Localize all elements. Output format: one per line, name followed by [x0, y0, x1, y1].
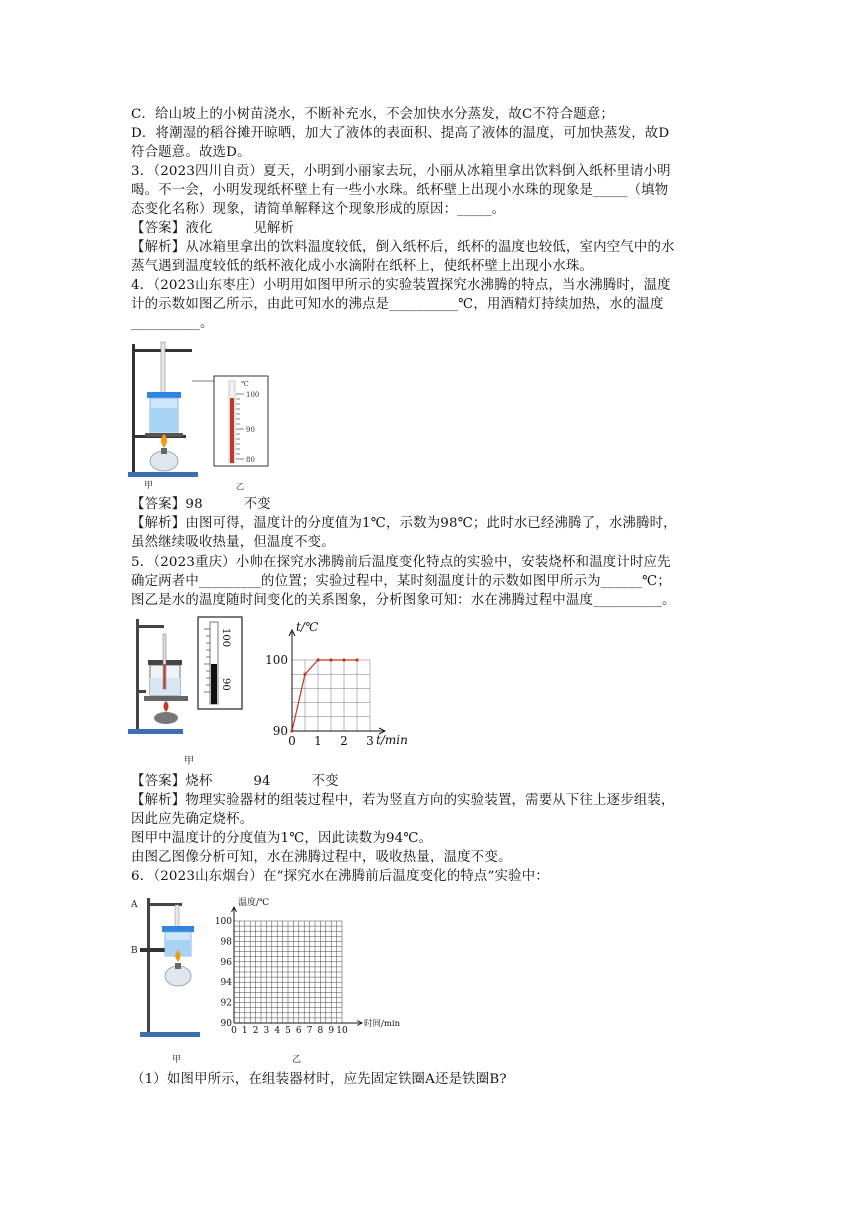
text-line: 态变化名称）现象，请简单解释这个现象形成的原因：_____。: [131, 202, 506, 217]
data-point: [303, 673, 306, 676]
y-tick-label: 90: [220, 1019, 232, 1029]
text-line: 符合题意。故选D。: [131, 145, 251, 160]
x-tick-label: 2: [340, 734, 348, 748]
y-tick-label: 96: [220, 957, 232, 968]
text-line: 确定两者中_________的位置；实验过程中，某时刻温度计的示数如图甲所示为______℃；: [131, 574, 671, 589]
q6-label-b: B: [131, 946, 138, 956]
y-tick-label: 94: [220, 978, 232, 989]
text-line: （1）如图甲所示，在组装器材时，应先固定铁圈A还是铁圈B?: [131, 1072, 507, 1087]
q4-caption-jia: 甲: [144, 481, 154, 491]
q4-tick-label: 90: [246, 426, 255, 434]
analysis-line: 【解析】物理实验器材的组装过程中，若为竖直方向的实验装置，需要从下往上逐步组装，: [131, 793, 675, 808]
x-tick-label: 7: [306, 1026, 313, 1036]
question-5-line: 5．（2023重庆）小帅在探究水沸腾前后温度变化特点的实验中，安装烧杯和温度计时应先: [131, 555, 671, 570]
data-point: [290, 729, 293, 732]
x-axis-label: t/min: [376, 733, 408, 747]
y-tick-label: 92: [220, 998, 232, 1009]
y-tick-label: 98: [220, 937, 232, 948]
x-tick-label: 0: [288, 734, 296, 748]
analysis-line: 【解析】由图可得，温度计的分度值为1℃，示数为98℃；此时水已经沸腾了，水沸腾时，: [131, 516, 677, 531]
x-tick-label: 8: [317, 1026, 324, 1036]
q4-unit-label: ℃: [241, 380, 249, 388]
q4-apparatus-figure: [128, 336, 288, 491]
x-tick-label: 0: [231, 1026, 237, 1036]
q6-temperature-grid-chart: [212, 895, 401, 1036]
q5-thermo-tick: 100: [220, 628, 231, 648]
text-line: 图乙是水的温度随时间变化的关系图象，分析图象可知：水在沸腾过程中温度__________。: [131, 593, 676, 608]
x-tick-label: 9: [328, 1026, 335, 1036]
text-line: 喝。不一会，小明发现纸杯壁上有一些小水珠。纸杯壁上出现小水珠的现象是_____（填物: [131, 183, 669, 198]
x-axis-label: 时间/min: [364, 1019, 401, 1029]
q6-caption-jia: 甲: [172, 1055, 182, 1065]
data-point: [355, 658, 358, 661]
y-tick-label: 100: [265, 653, 288, 667]
x-tick-label: 3: [366, 734, 374, 748]
text-line: C．给山坡上的小树苗浇水，不断补充水，不会加快水分蒸发，故C不符合题意；: [131, 107, 614, 122]
x-tick-label: 4: [274, 1026, 281, 1036]
x-tick-label: 6: [295, 1026, 302, 1036]
question-3-line: 3．（2023四川自贡）夏天，小明到小丽家去玩，小丽从冰箱里拿出饮料倒入纸杯里请小明: [131, 164, 671, 179]
q5-thermo-tick: 90: [220, 678, 231, 691]
y-axis-label: 温度/℃: [238, 898, 270, 908]
text-line: 虽然继续吸收热量，但温度不变。: [131, 535, 335, 550]
text-line: 蒸气遇到温度较低的纸杯液化成小水滴附在纸杯上，使纸杯壁上出现小水珠。: [131, 259, 594, 274]
text-line: 图甲中温度计的分度值为1℃，因此读数为94℃。: [131, 831, 433, 846]
answer-line: 【答案】烧杯 94 不变: [131, 774, 339, 789]
x-tick-label: 10: [336, 1026, 348, 1036]
q5-caption-jia: 甲: [184, 756, 194, 767]
q4-tick-label: 80: [246, 456, 255, 464]
y-tick-label: 100: [214, 917, 232, 927]
x-tick-label: 1: [314, 734, 322, 748]
x-tick-label: 5: [285, 1026, 291, 1036]
answer-line: 【答案】液化 见解析: [131, 221, 295, 236]
q4-caption-yi: 乙: [236, 482, 244, 491]
x-tick-label: 3: [263, 1026, 270, 1036]
question-6-line: 6．（2023山东烟台）在“探究水在沸腾前后温度变化的特点”实验中：: [131, 869, 549, 884]
text-line: D．将潮湿的稻谷摊开晾晒，加大了液体的表面积、提高了液体的温度，可加快蒸发，故D: [131, 126, 670, 141]
text-line: __________。: [131, 316, 214, 331]
series-line: [292, 660, 357, 731]
data-point: [316, 658, 319, 661]
q4-tick-label: 100: [246, 391, 260, 399]
y-axis-label: t/℃: [296, 620, 319, 634]
data-point: [342, 658, 345, 661]
q5-temperature-chart: [260, 618, 408, 778]
analysis-line: 【解析】从冰箱里拿出的饮料温度较低，倒入纸杯后，纸杯的温度也较低，室内空气中的水: [131, 240, 675, 255]
y-tick-label: 90: [272, 724, 288, 738]
x-tick-label: 1: [241, 1026, 248, 1036]
q6-caption-yi: 乙: [292, 1055, 302, 1065]
q6-label-a: A: [131, 900, 138, 910]
text-line: 因此应先确定烧杯。: [131, 812, 254, 827]
answer-line: 【答案】98 不变: [131, 497, 271, 512]
q6-apparatus-figure: [128, 890, 208, 1045]
text-line: 由图乙图像分析可知，水在沸腾过程中，吸收热量，温度不变。: [131, 850, 512, 865]
question-4-line: 4．（2023山东枣庄）小明用如图甲所示的实验装置探究水沸腾的特点，当水沸腾时，温度: [131, 278, 671, 293]
q5-apparatus-figure: [128, 614, 248, 749]
data-point: [329, 658, 332, 661]
text-line: 计的示数如图乙所示，由此可知水的沸点是__________℃，用酒精灯持续加热，水的温度: [131, 297, 664, 312]
x-tick-label: 2: [252, 1026, 259, 1036]
